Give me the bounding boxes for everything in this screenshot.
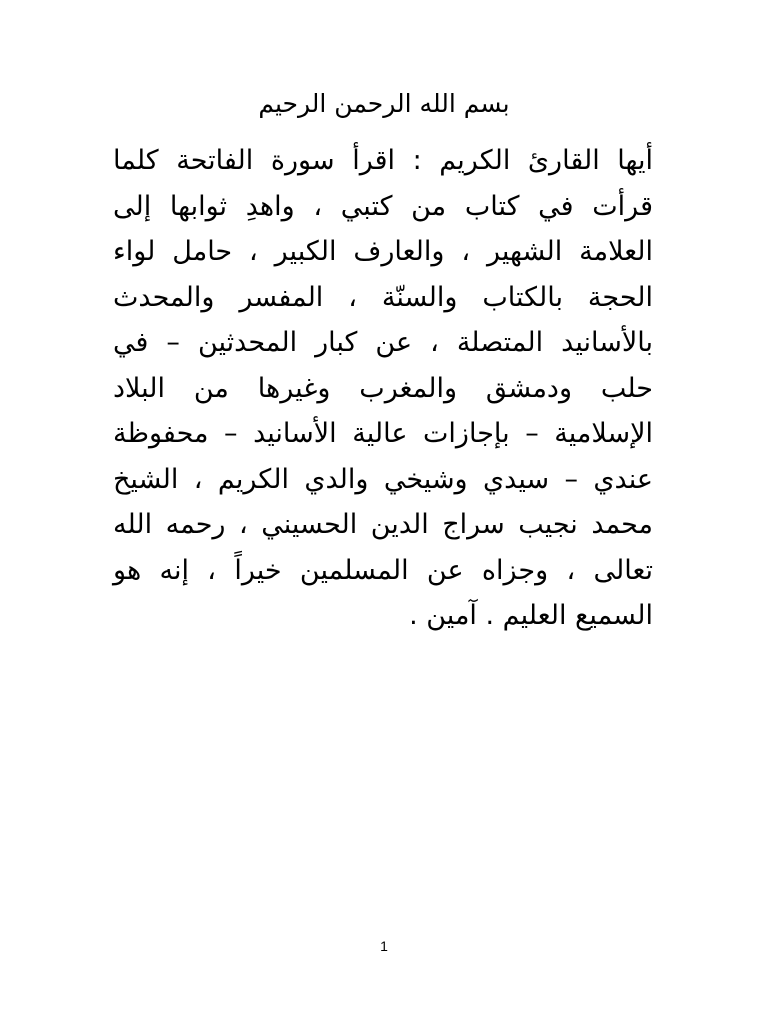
text-line: العلامة الشهير ، والعارف الكبير ، حامل لواء — [113, 236, 653, 267]
basmala-heading: بسم الله الرحمن الرحيم — [258, 89, 510, 118]
text-line: تعالى ، وجزاه عن المسلمين خيراً ، إنه هو — [113, 554, 653, 586]
text-line: محمد نجيب سراج الدين الحسيني ، رحمه الله — [113, 509, 653, 540]
text-line: حلب ودمشق والمغرب وغيرها من البلاد — [113, 372, 653, 404]
text-line: قرأت في كتاب من كتبي ، واهدِ ثوابها إلى — [113, 190, 653, 222]
text-line: بالأسانيد المتصلة ، عن كبار المحدثين – في — [113, 327, 653, 358]
text-line: الإسلامية – بإجازات عالية الأسانيد – محفوظة — [113, 418, 653, 449]
text-line: عندي – سيدي وشيخي والدي الكريم ، الشيخ — [113, 463, 653, 495]
dedication-paragraph — [113, 138, 653, 639]
text-line: الحجة بالكتاب والسنّة ، المفسر والمحدث — [113, 281, 653, 313]
text-line: أيها القارئ الكريم : اقرأ سورة الفاتحة كلما — [113, 145, 653, 176]
text-line-last: السميع العليم . آمين . — [409, 600, 653, 631]
page-number: 1 — [380, 938, 388, 954]
